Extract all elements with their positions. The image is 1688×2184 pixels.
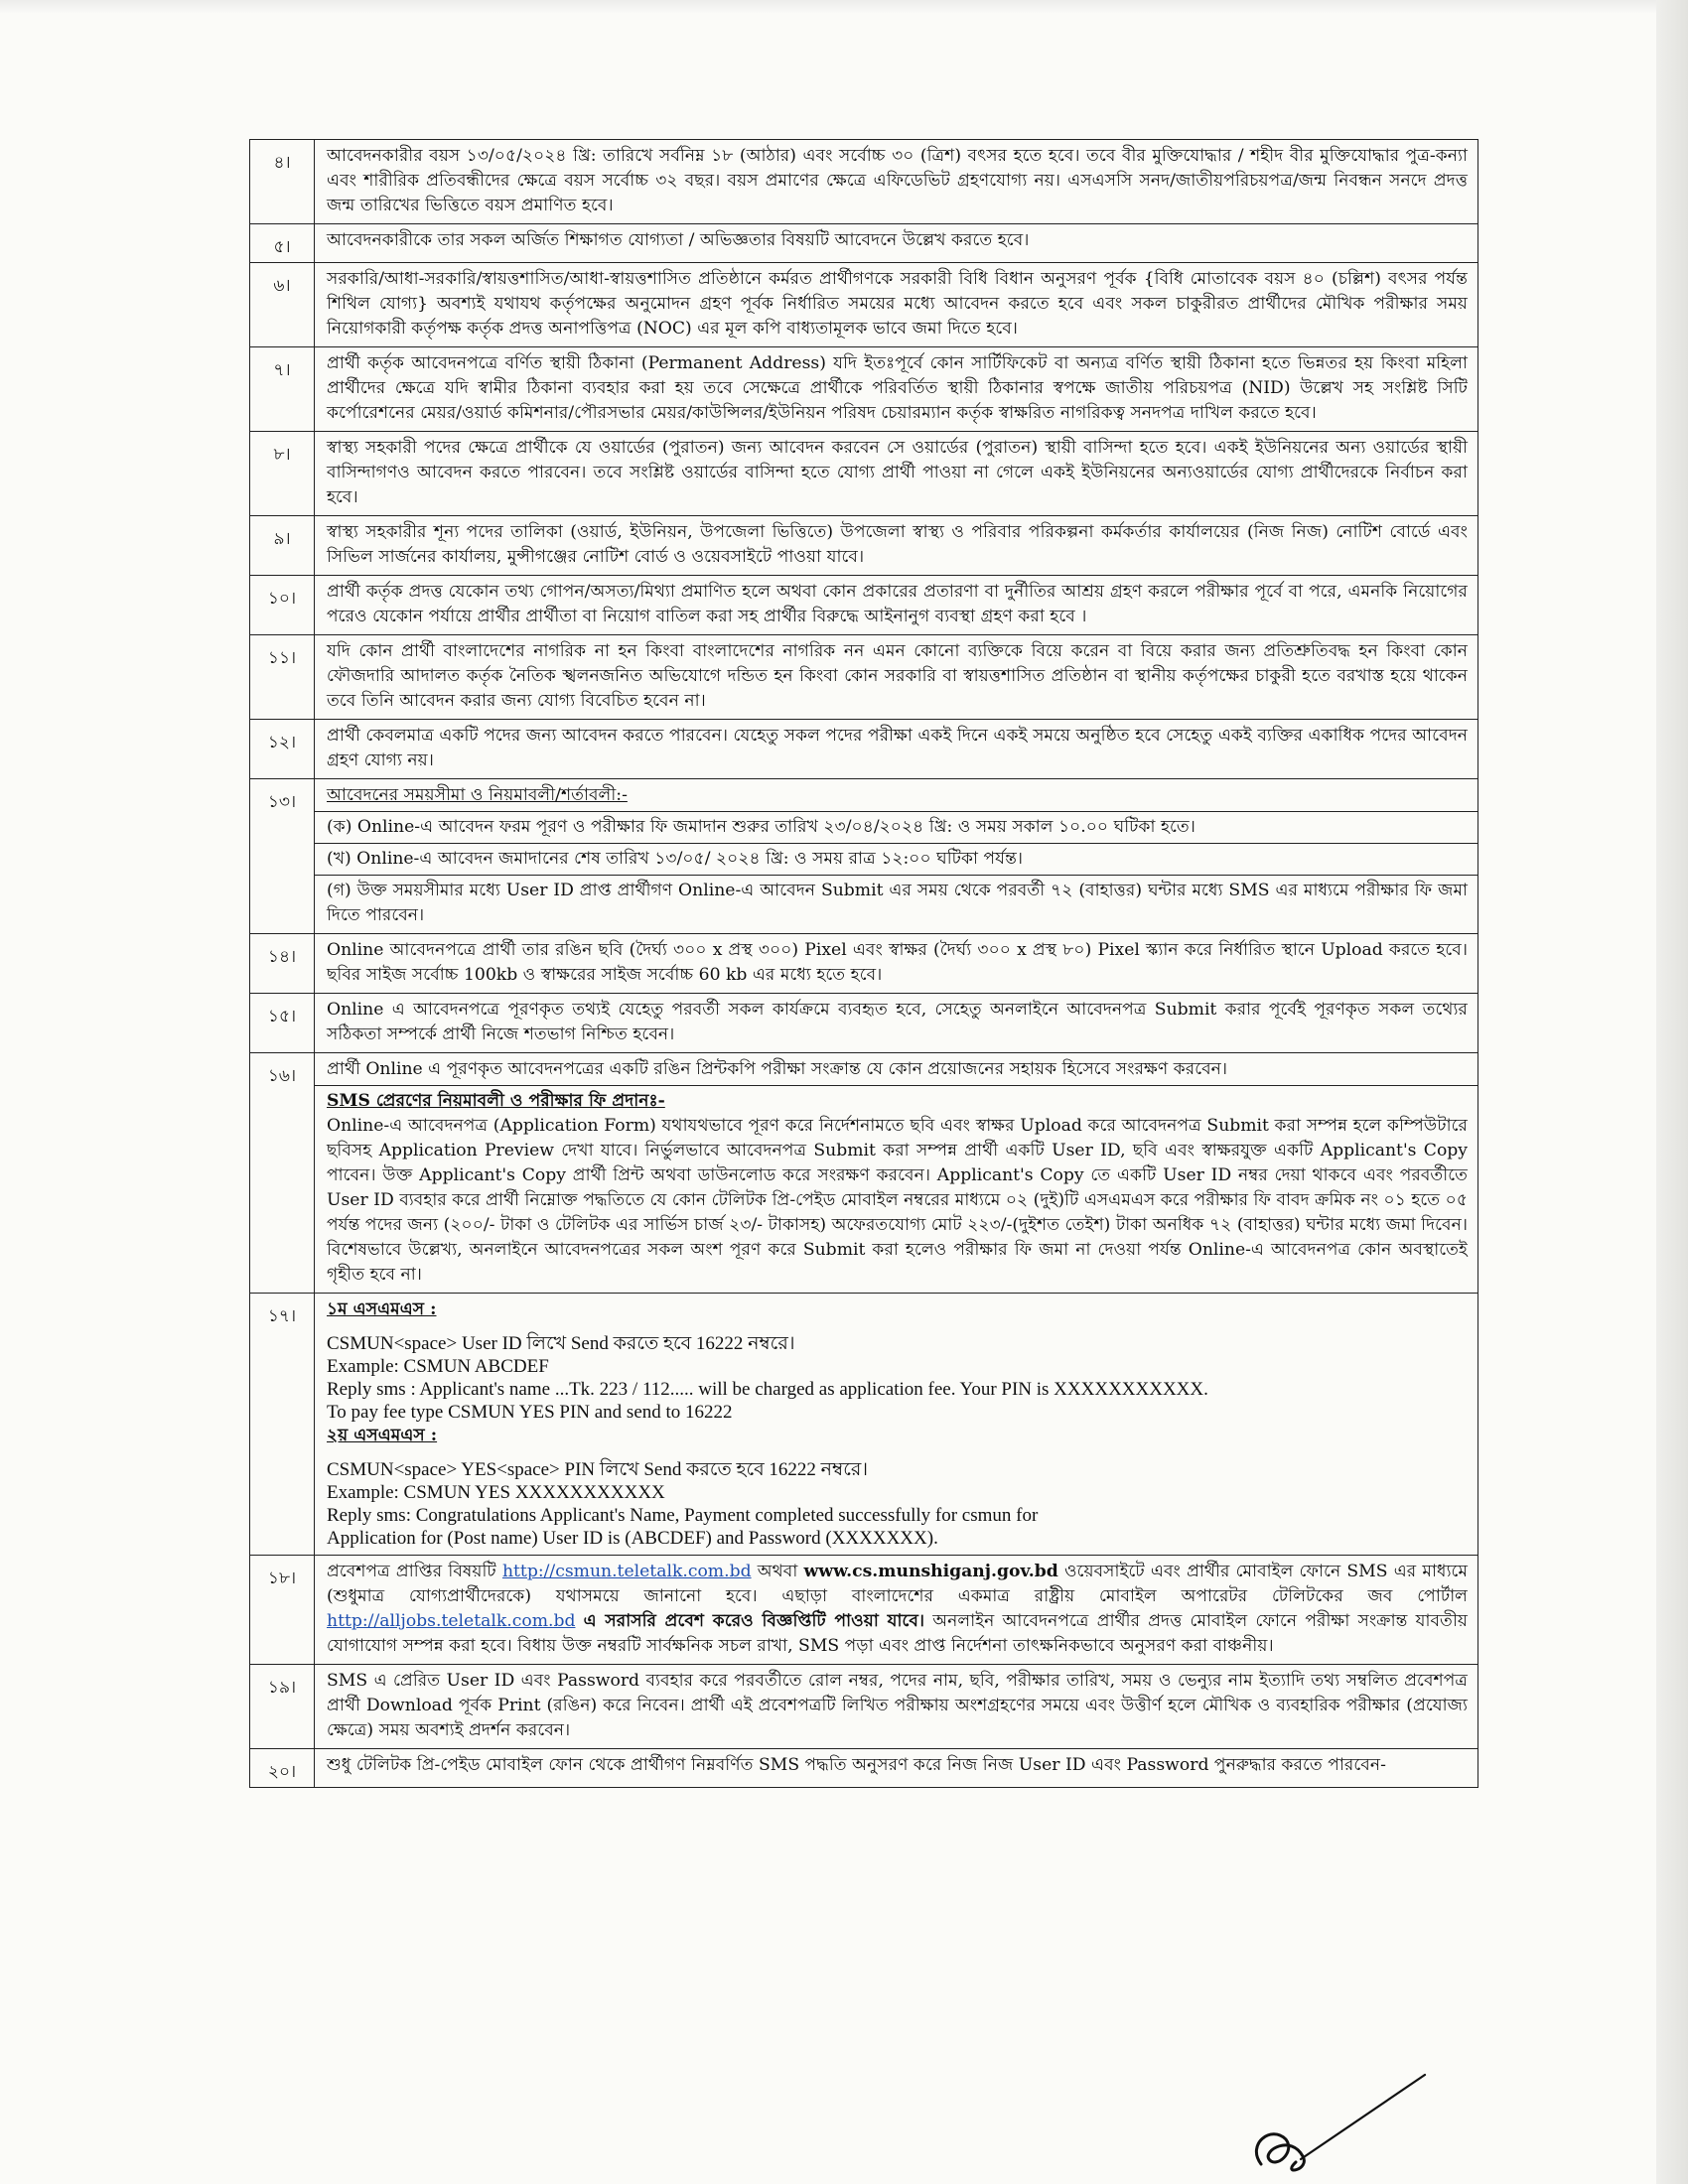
- admit-text-a: প্রবেশপত্র প্রাপ্তির বিষয়টি: [327, 1562, 496, 1581]
- deadline-item-a: (ক) Online-এ আবেদন ফরম পূরণ ও পরীক্ষার ফি জমাদান শুরুর তারিখ ২৩/০৪/২০২৪ খ্রি: ও সময় সকাল ১০.০০ ঘটিকা হতে।: [315, 811, 1477, 840]
- row-text: প্রার্থী কর্তৃক প্রদত্ত যেকোন তথ্য গোপন/অসত্য/মিথ্যা প্রমাণিত হলে অথবা কোন প্রকারের প্রতারণা বা দুর্নীতির আশ্রয় গ্রহণ করলে পরীক্ষার পূর্বে বা পরে, এমনকি নিয়োগের পরেও যেকোন পর্যায়ে প্রার্থীর প্রার্থীতা বা নিয়োগ বাতিল করা সহ প্রার্থীর বিরুদ্ধে আইনানুগ ব্যবস্থা গ্রহণ করা হবে ।: [315, 576, 1478, 635]
- sms2-line: Reply sms: Congratulations Applicant's Name, Payment completed successfully for csmun for: [327, 1505, 1039, 1526]
- scan-shadow-right: [1656, 0, 1688, 2184]
- row-text: SMS এ প্রেরিত User ID এবং Password ব্যবহার করে পরবর্তীতে রোল নম্বর, পদের নাম, ছবি, পরীক্ষার তারিখ, সময় ও ভেন্যুর নাম ইত্যাদি তথ্য সম্বলিত প্রবেশপত্র প্রার্থী Download পূর্বক Print (রঙিন) করে নিবেন। প্রার্থী এই প্রবেশপত্রটি লিখিত পরীক্ষায় অংশগ্রহণের সময়ে এবং উত্তীর্ণ হলে মৌখিক ও ব্যবহারিক পরীক্ষার (প্রযোজ্য ক্ষেত্রে) সময় অবশ্যই প্রদর্শন করবেন।: [315, 1665, 1478, 1749]
- row-text: [315, 1556, 1478, 1665]
- table-row: [250, 347, 1478, 432]
- row-number: ১৬।: [250, 1053, 315, 1294]
- spacer: [327, 1448, 1468, 1458]
- notice-table: [249, 139, 1478, 1788]
- sms-rules-block: [315, 1085, 1477, 1288]
- table-row: [250, 516, 1478, 576]
- table-row: [250, 635, 1478, 720]
- csmun-teletalk-link[interactable]: http://csmun.teletalk.com.bd: [501, 1562, 752, 1581]
- sms2-line: CSMUN<space> YES<space> PIN লিখে Send করতে হবে 16222 নম্বরে।: [327, 1459, 869, 1480]
- table-row: [250, 140, 1478, 224]
- row-number: ১২।: [250, 720, 315, 779]
- row-number: ১০।: [250, 576, 315, 635]
- sms-rules-heading: SMS প্রেরণের নিয়মাবলী ও পরীক্ষার ফি প্রদানঃ-: [327, 1091, 665, 1111]
- notice-table-body: [250, 140, 1478, 779]
- munshiganj-website-link[interactable]: www.cs.munshiganj.gov.bd: [803, 1562, 1058, 1581]
- row-text: আবেদনকারীর বয়স ১৩/০৫/২০২৪ খ্রি: তারিখে সর্বনিম্ন ১৮ (আঠার) এবং সর্বোচ্চ ৩০ (ত্রিশ) বৎসর হতে হবে। তবে বীর মুক্তিযোদ্ধার / শহীদ বীর মুক্তিযোদ্ধার পুত্র-কন্যা এবং শারীরিক প্রতিবন্ধীদের ক্ষেত্রে বয়স সর্বোচ্চ ৩২ বছর। বয়স প্রমাণের ক্ষেত্রে এফিডেভিট গ্রহণযোগ্য নয়। এসএসসি সনদ/জাতীয়পরিচয়পত্র/জন্ম নিবন্ধন সনদে প্রদত্ত জন্ম তারিখের ভিত্তিতে বয়স প্রমাণিত হবে।: [315, 140, 1478, 224]
- row-text: [315, 1294, 1478, 1556]
- admit-text-c: ওয়েবসাইটে এবং প্রার্থীর মোবাইল ফোনে SMS এর মাধ্যমে (শুধুমাত্র যোগ্যপ্রার্থীদেরকে) যথাসময়ে জানানো হবে। এছাড়া বাংলাদেশের একমাত্র রাষ্ট্রীয় মোবাইল অপারেটর টেলিটকের জব পোর্টাল: [327, 1562, 1469, 1606]
- row-text: [315, 1053, 1478, 1294]
- table-row: [250, 576, 1478, 635]
- row-number: ১৯।: [250, 1665, 315, 1749]
- table-row-17: [250, 1294, 1478, 1556]
- table-row-20: [250, 1749, 1478, 1788]
- row-text: শুধু টেলিটক প্রি-পেইড মোবাইল ফোন থেকে প্রার্থীগণ নিম্নবর্ণিত SMS পদ্ধতি অনুসরণ করে নিজ নিজ User ID এবং Password পুনরুদ্ধার করতে পারবেন-: [315, 1749, 1478, 1788]
- row-number: ৪।: [250, 140, 315, 224]
- sms1-line: CSMUN<space> User ID লিখে Send করতে হবে 16222 নম্বরে।: [327, 1333, 795, 1354]
- table-row: [250, 432, 1478, 516]
- spacer: [327, 1322, 1468, 1332]
- row-number: ৬।: [250, 263, 315, 347]
- row-number: ৭।: [250, 347, 315, 432]
- admit-text-e: অনলাইন আবেদনপত্রে প্রার্থীর প্রদত্ত মোবাইল ফোনে পরীক্ষা সংক্রান্ত যাবতীয় যোগাযোগ সম্পন্ন করা হবে। বিধায় উক্ত নম্বরটি সার্বক্ষনিক সচল রাখা, SMS পড়া এবং প্রাপ্ত নির্দেশনা তাৎক্ষনিকভাবে অনুসরণ করা বাঞ্চনীয়।: [327, 1611, 1468, 1656]
- row-text: সরকারি/আধা-সরকারি/স্বায়ত্তশাসিত/আধা-স্বায়ত্তশাসিত প্রতিষ্ঠানে কর্মরত প্রার্থীগণকে সরকারী বিধি বিধান অনুসরণ পূর্বক {বিধি মোতাবেক বয়স ৪০ (চল্লিশ) বৎসর পর্যন্ত শিথিল যোগ্য} অবশ্যই যথাযথ কর্তৃপক্ষের অনুমোদন গ্রহণ পূর্বক নির্ধারিত সময়ের মধ্যে আবেদন করতে হবে এবং সকল চাকুরীরত প্রার্থীদের মৌখিক পরীক্ষার সময় নিয়োগকারী কর্তৃপক্ষ কর্তৃক প্রদত্ত অনাপত্তিপত্র (NOC) এর মূল কপি বাধ্যতামূলক ভাবে জমা দিতে হবে।: [315, 263, 1478, 347]
- row-text: প্রার্থী কেবলমাত্র একটি পদের জন্য আবেদন করতে পারবেন। যেহেতু সকল পদের পরীক্ষা একই দিনে একই সময়ে অনুষ্ঠিত হবে সেহেতু একই ব্যক্তির একাধিক পদের আবেদন গ্রহণ যোগ্য নয়।: [315, 720, 1478, 779]
- sms2-line: Example: CSMUN YES XXXXXXXXXXX: [327, 1482, 665, 1503]
- row-text: [315, 779, 1478, 934]
- table-row: [250, 720, 1478, 779]
- row-text: স্বাস্থ্য সহকারীর শূন্য পদের তালিকা (ওয়ার্ড, ইউনিয়ন, উপজেলা ভিত্তিতে) উপজেলা স্বাস্থ্য ও পরিবার পরিকল্পনা কর্মকর্তার কার্যালয়ের (নিজ নিজ) নোটিশ বোর্ডে এবং সিভিল সার্জনের কার্যালয়, মুন্সীগঞ্জের নোটিশ বোর্ড ও ওয়েবসাইটে পাওয়া যাবে।: [315, 516, 1478, 576]
- row-text: Online আবেদনপত্রে প্রার্থী তার রঙিন ছবি (দৈর্ঘ্য ৩০০ x প্রস্থ ৩০০) Pixel এবং স্বাক্ষর (দৈর্ঘ্য ৩০০ x প্রস্থ ৮০) Pixel স্ক্যান করে নির্ধারিত স্থানে Upload করতে হবে। ছবির সাইজ সর্বোচ্চ 100kb ও স্বাক্ষরের সাইজ সর্বোচ্চ 60 kb এর মধ্যে হতে হবে।: [315, 934, 1478, 994]
- sms1-heading: ১ম এসএমএস :: [327, 1299, 437, 1319]
- sms1-line: To pay fee type CSMUN YES PIN and send to 16222: [327, 1402, 733, 1423]
- admit-text-b: অথবা: [757, 1562, 798, 1581]
- table-row: [250, 263, 1478, 347]
- table-row-15: [250, 994, 1478, 1053]
- table-row-14: [250, 934, 1478, 994]
- deadline-heading: আবেদনের সময়সীমা ও নিয়মাবলী/শর্তাবলী:-: [327, 785, 628, 805]
- handwritten-signature: [1241, 2065, 1440, 2184]
- row-number: ১৮।: [250, 1556, 315, 1665]
- alljobs-teletalk-link[interactable]: http://alljobs.teletalk.com.bd: [327, 1611, 576, 1631]
- sms-rules-text: Online-এ আবেদনপত্র (Application Form) যথাযথভাবে পূরণ করে নির্দেশনামতে ছবি এবং স্বাক্ষর Upload করে আবেদনপত্র Submit করা সম্পন্ন হলে কম্পিউটারে ছবিসহ Application Preview দেখা যাবে। নির্ভুলভাবে আবেদনপত্র Submit করা সম্পন্ন প্রার্থী একটি User ID, ছবি এবং স্বাক্ষরযুক্ত একটি Applicant's Copy পাবেন। উক্ত Applicant's Copy প্রার্থী প্রিন্ট অথবা ডাউনলোড করে সংরক্ষণ করবেন। Applicant's Copy তে একটি User ID নম্বর দেয়া থাকবে এবং পরবর্তীতে User ID ব্যবহার করে প্রার্থী নিম্নোক্ত পদ্ধতিতে যে কোন টেলিটক প্রি-পেইড মোবাইল নম্বরের মাধ্যমে ০২ (দুই)টি এসএমএস করে পরীক্ষার ফি বাবদ ক্রমিক নং ০১ হতে ০৫ পর্যন্ত পদের জন্য (২০০/- টাকা ও টেলিটক এর সার্ভিস চার্জ ২৩/- টাকাসহ) অফেরতযোগ্য মোট ২২৩/-(দুইশত তেইশ) টাকা অনধিক ৭২ (বাহাত্তর) ঘন্টার মধ্যে জমা দিবেন। বিশেষভাবে উল্লেখ্য, অনলাইনে আবেদনপত্রের সকল অংশ পূরণ করে Submit করা হলেও পরীক্ষার ফি জমা না দেওয়া পর্যন্ত Online-এ আবেদনপত্র কোন অবস্থাতেই গৃহীত হবে না।: [327, 1116, 1468, 1285]
- table-row-19: [250, 1665, 1478, 1749]
- sms1-line: Reply sms : Applicant's name ...Tk. 223 / 112..... will be charged as application fee. Your PIN is XXXXXXXXXXX.: [327, 1379, 1208, 1400]
- admit-text-d: এ সরাসরি প্রবেশ করেও বিজ্ঞপ্তিটি পাওয়া যাবে।: [583, 1611, 925, 1631]
- sms2-line: Application for (Post name) User ID is (ABCDEF) and Password (XXXXXXX).: [327, 1528, 938, 1549]
- row-number: ১৫।: [250, 994, 315, 1053]
- row-number: ১৪।: [250, 934, 315, 994]
- row-number: ৯।: [250, 516, 315, 576]
- sms2-heading: ২য় এসএমএস :: [327, 1426, 438, 1445]
- deadline-item-b: (খ) Online-এ আবেদন জমাদানের শেষ তারিখ ১৩/০৫/ ২০২৪ খ্রি: ও সময় রাত্র ১২:০০ ঘটিকা পর্যন্ত।: [315, 843, 1477, 872]
- row-number: ৫।: [250, 224, 315, 263]
- sms1-line: Example: CSMUN ABCDEF: [327, 1356, 549, 1377]
- deadline-item-c: (গ) উক্ত সময়সীমার মধ্যে User ID প্রাপ্ত প্রার্থীগণ Online-এ আবেদন Submit এর সময় থেকে পরবর্তী ৭২ (বাহাত্তর) ঘন্টার মধ্যে SMS এর মাধ্যমে পরীক্ষার ফি জমা দিতে পারবেন।: [315, 875, 1477, 928]
- table-row-16: [250, 1053, 1478, 1294]
- row-text: যদি কোন প্রার্থী বাংলাদেশের নাগরিক না হন কিংবা বাংলাদেশের নাগরিক নন এমন কোনো ব্যক্তিকে বিয়ে করেন বা বিয়ে করার জন্য প্রতিশ্রুতিবদ্ধ হন কিংবা কোন ফৌজদারি আদালত কর্তৃক নৈতিক স্খলনজনিত অভিযোগে দন্ডিত হন কিংবা কোন সরকারি বা স্বায়ত্তশাসিত প্রতিষ্ঠান বা স্থানীয় কর্তৃপক্ষের চাকুরী হতে বরখাস্ত হয়ে থাকেন তবে তিনি আবেদন করার জন্য যোগ্য বিবেচিত হবেন না।: [315, 635, 1478, 720]
- row-text: Online এ আবেদনপত্রে পূরণকৃত তথ্যই যেহেতু পরবর্তী সকল কার্যক্রমে ব্যবহৃত হবে, সেহেতু অনলাইনে আবেদনপত্র Submit করার পূর্বেই পূরণকৃত সকল তথ্যের সঠিকতা সম্পর্কে প্রার্থী নিজে শতভাগ নিশ্চিত হবেন।: [315, 994, 1478, 1053]
- row-number: ১৭।: [250, 1294, 315, 1556]
- row-text: আবেদনকারীকে তার সকল অর্জিত শিক্ষাগত যোগ্যতা / অভিজ্ঞতার বিষয়টি আবেদনে উল্লেখ করতে হবে।: [315, 224, 1478, 263]
- row-number: ১১।: [250, 635, 315, 720]
- scan-shadow-top: [0, 0, 1688, 14]
- notice-table-body-tail: [250, 779, 1478, 1788]
- table-row: [250, 224, 1478, 263]
- row-text: প্রার্থী কর্তৃক আবেদনপত্রে বর্ণিত স্থায়ী ঠিকানা (Permanent Address) যদি ইতঃপূর্বে কোন সার্টিফিকেট বা অন্যত্র বর্ণিত স্থায়ী ঠিকানা হতে ভিন্নতর হয় কিংবা মহিলা প্রার্থীদের ক্ষেত্রে যদি স্বামীর ঠিকানা ব্যবহার করা হয় তবে সেক্ষেত্রে প্রার্থীকে পরিবর্তিত স্থায়ী ঠিকানার স্বপক্ষে জাতীয় পরিচয়পত্র (NID) উল্লেখ সহ সংশ্লিষ্ট সিটি কর্পোরেশনের মেয়র/ওয়ার্ড কমিশনার/পৌরসভার মেয়র/কাউন্সিলর/ইউনিয়ন পরিষদ চেয়ারম্যান কর্তৃক স্বাক্ষরিত নাগরিকত্ব সনদপত্র দাখিল করতে হবে।: [315, 347, 1478, 432]
- table-row-18: [250, 1556, 1478, 1665]
- row-number: ৮।: [250, 432, 315, 516]
- row-number: ১৩।: [250, 779, 315, 934]
- row-text: স্বাস্থ্য সহকারী পদের ক্ষেত্রে প্রার্থীকে যে ওয়ার্ডের (পুরাতন) জন্য আবেদন করবেন সে ওয়ার্ডের (পুরাতন) স্থায়ী বাসিন্দা হতে হবে। একই ইউনিয়নের অন্য ওয়ার্ডের স্থায়ী বাসিন্দাগণও আবেদন করতে পারবেন। তবে সংশ্লিষ্ট ওয়ার্ডের বাসিন্দা হতে যোগ্য প্রার্থী পাওয়া না গেলে একই ইউনিয়নের অন্যওয়ার্ডের যোগ্য প্রার্থীদেরকে নির্বাচন করা হবে।: [315, 432, 1478, 516]
- table-row-13: [250, 779, 1478, 934]
- row-number: ২০।: [250, 1749, 315, 1788]
- print-copy-text: প্রার্থী Online এ পূরণকৃত আবেদনপত্রের একটি রঙিন প্রিন্টকপি পরীক্ষা সংক্রান্ত যে কোন প্রয়োজনের সহায়ক হিসেবে সংরক্ষণ করবেন।: [327, 1059, 1228, 1079]
